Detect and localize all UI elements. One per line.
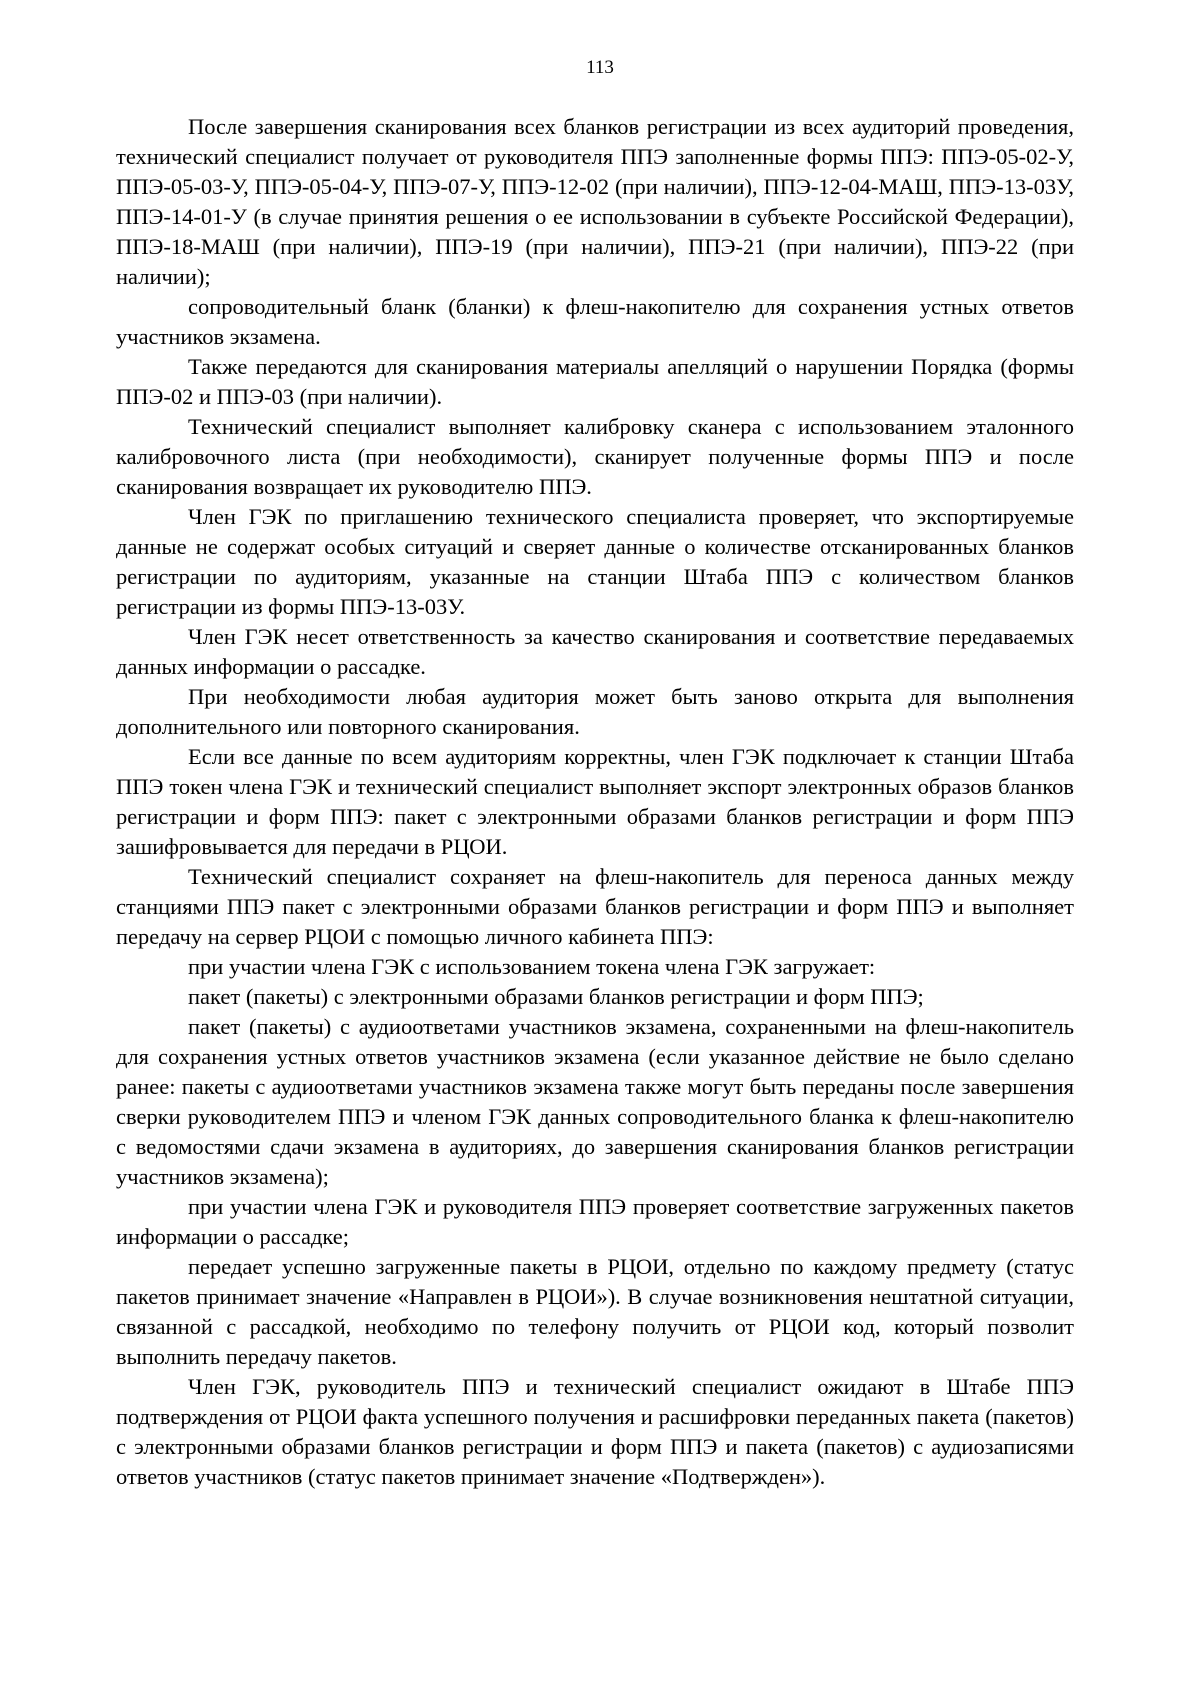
paragraph-export-package: Если все данные по всем аудиториям корректны, член ГЭК подключает к станции Штаба ППЭ токен члена ГЭК и технический специалист выполняет экспорт электронных образов бланков регистрации и форм ППЭ: пакет с электронными образами бланков регистрации и форм ППЭ зашифровывается для передачи в РЦОИ. <box>116 744 1074 859</box>
paragraph-appeal-materials: Также передаются для сканирования материалы апелляций о нарушении Порядка (формы ППЭ-02 и ППЭ-03 (при наличии). <box>116 354 1074 409</box>
paragraph-gek-responsibility: Член ГЭК несет ответственность за качество сканирования и соответствие передаваемых данных информации о рассадке. <box>116 624 1074 679</box>
paragraph-await-confirmation: Член ГЭК, руководитель ППЭ и технический специалист ожидают в Штабе ППЭ подтверждения от РЦОИ факта успешного получения и расшифровки переданных пакета (пакетов) с электронными образами бланков регистрации и форм ППЭ и пакета (пакетов) с аудиозаписями ответов участников (статус пакетов принимает значение «Подтвержден»). <box>116 1374 1074 1489</box>
list-item-check-seating: при участии члена ГЭК и руководителя ППЭ проверяет соответствие загруженных пакетов информации о рассадке; <box>116 1194 1074 1249</box>
list-item-send-to-rcoi: передает успешно загруженные пакеты в РЦОИ, отдельно по каждому предмету (статус пакетов принимает значение «Направлен в РЦОИ»). В случае возникновения нештатной ситуации, связанной с рассадкой, необходимо по телефону получить от РЦОИ код, который позволит выполнить передачу пакетов. <box>116 1254 1074 1369</box>
paragraph-scanning-completed: После завершения сканирования всех бланков регистрации из всех аудиторий проведения, технический специалист получает от руководителя ППЭ заполненные формы ППЭ: ППЭ-05-02-У, ППЭ-05-03-У, ППЭ-05-04-У, ППЭ-07-У, ППЭ-12-02 (при наличии), ППЭ-12-04-МАШ, ППЭ-13-03У, ППЭ-14-01-У (в случае принятия решения о ее использовании в субъекте Российской Федерации), ППЭ-18-МАШ (при наличии), ППЭ-19 (при наличии), ППЭ-21 (при наличии), ППЭ-22 (при наличии); <box>116 114 1074 289</box>
list-item-audio-packages: пакет (пакеты) с аудиоответами участников экзамена, сохраненными на флеш-накопитель для сохранения устных ответов участников экзамена (если указанное действие не было сделано ранее: пакеты с аудиоответами участников экзамена также могут быть переданы после завершения сверки руководителем ППЭ и членом ГЭК данных сопроводительного бланка к флеш-накопителю с ведомостями сдачи экзамена в аудиториях, до завершения сканирования бланков регистрации участников экзамена); <box>116 1014 1074 1189</box>
list-item-image-packages: пакет (пакеты) с электронными образами бланков регистрации и форм ППЭ; <box>188 984 924 1009</box>
list-item-upload-with-token: при участии члена ГЭК с использованием токена члена ГЭК загружает: <box>188 954 876 979</box>
paragraph-reopen-auditorium: При необходимости любая аудитория может быть заново открыта для выполнения дополнительного или повторного сканирования. <box>116 684 1074 739</box>
document-body <box>116 112 1074 1492</box>
page-number: 113 <box>586 57 614 78</box>
paragraph-cover-sheet: сопроводительный бланк (бланки) к флеш-накопителю для сохранения устных ответов участников экзамена. <box>116 294 1074 349</box>
paragraph-scanner-calibration: Технический специалист выполняет калибровку сканера с использованием эталонного калибровочного листа (при необходимости), сканирует полученные формы ППЭ и после сканирования возвращает их руководителю ППЭ. <box>116 414 1074 499</box>
paragraph-gek-verification: Член ГЭК по приглашению технического специалиста проверяет, что экспортируемые данные не содержат особых ситуаций и сверяет данные о количестве отсканированных бланков регистрации по аудиториям, указанные на станции Штаба ППЭ с количеством бланков регистрации из формы ППЭ-13-03У. <box>116 504 1074 619</box>
paragraph-save-and-transfer: Технический специалист сохраняет на флеш-накопитель для переноса данных между станциями ППЭ пакет с электронными образами бланков регистрации и форм ППЭ и выполняет передачу на сервер РЦОИ с помощью личного кабинета ППЭ: <box>116 864 1074 949</box>
